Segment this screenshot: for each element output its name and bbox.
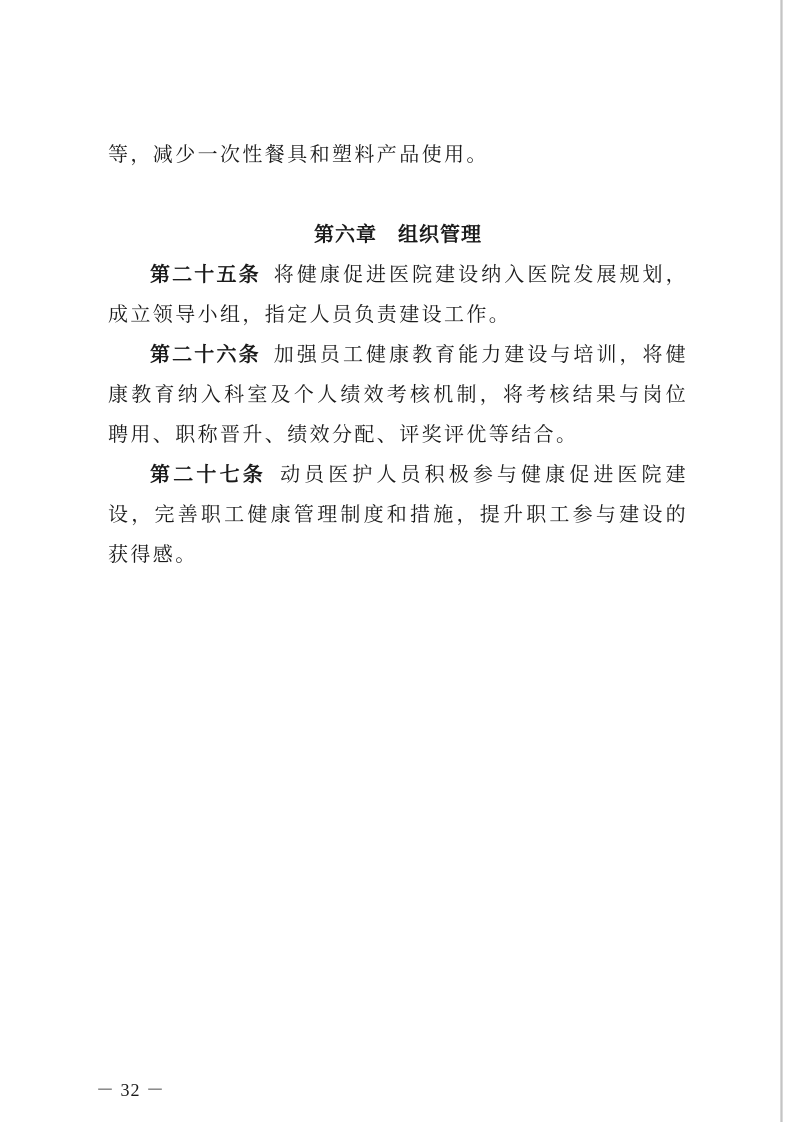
article-text: 将健康促进医院建设纳入医院发展规划，成立领导小组，指定人员负责建设工作。 — [108, 262, 689, 326]
article-25 — [108, 254, 688, 334]
continuation-paragraph: 等，减少一次性餐具和塑料产品使用。 — [108, 142, 489, 166]
article-text: 动员医护人员积极参与健康促进医院建设，完善职工健康管理制度和措施，提升职工参与建设的获得感。 — [108, 462, 688, 566]
article-27 — [108, 454, 688, 574]
article-number: 第二十五条 — [150, 262, 261, 286]
page-edge-shadow — [780, 0, 783, 1122]
page-number: － 32 － — [96, 1080, 165, 1100]
article-number: 第二十七条 — [150, 462, 266, 486]
article-number: 第二十六条 — [150, 342, 261, 366]
article-26 — [108, 334, 688, 454]
chapter-heading: 第六章 组织管理 — [314, 222, 482, 246]
article-text: 加强员工健康教育能力建设与培训，将健康教育纳入科室及个人绩效考核机制，将考核结果与岗位聘用、职称晋升、绩效分配、评奖评优等结合。 — [108, 342, 689, 446]
document-body — [108, 134, 688, 574]
